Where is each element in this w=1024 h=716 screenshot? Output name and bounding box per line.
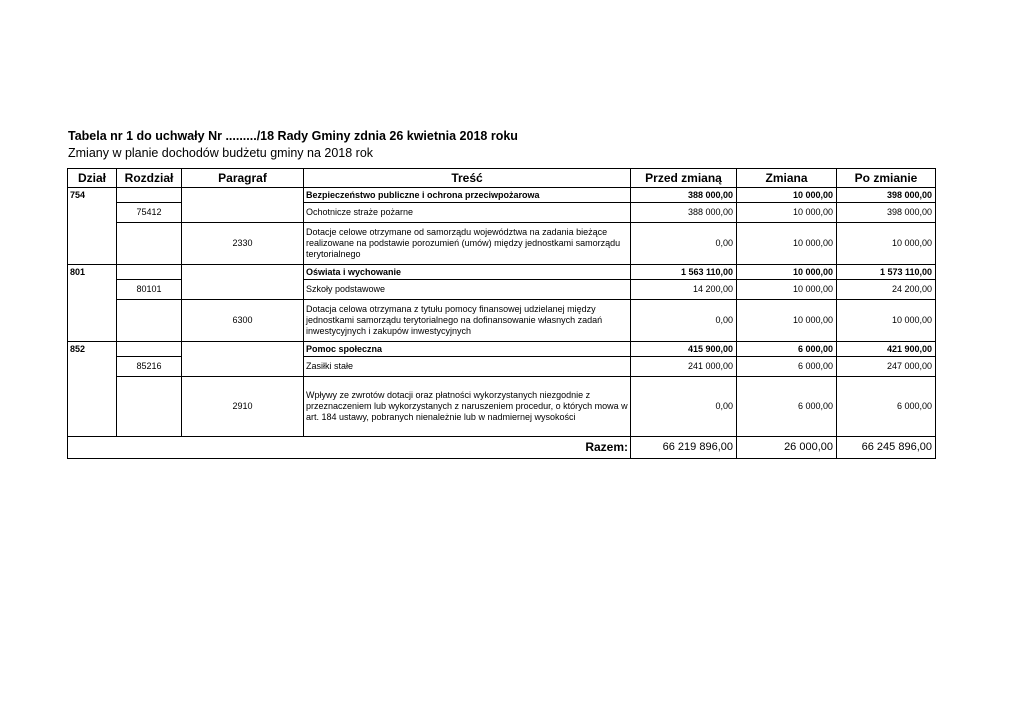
empty-cell	[117, 265, 182, 280]
empty-cell	[68, 280, 117, 300]
empty-cell	[68, 377, 117, 437]
value-zmiana: 10 000,00	[737, 300, 837, 342]
value-zmiana: 10 000,00	[737, 223, 837, 265]
dzial-code: 754	[68, 188, 117, 203]
value-zmiana: 6 000,00	[737, 342, 837, 357]
value-przed: 388 000,00	[631, 188, 737, 203]
header-paragraf: Paragraf	[182, 169, 304, 188]
paragraf-name: Dotacja celowa otrzymana z tytułu pomocy finansowej udzielanej między jednostkami samorządu terytorialnego na dofinansowanie własnych zadań inwestycyjnych i zakupów inwestycyjnych	[304, 300, 631, 342]
empty-cell	[117, 342, 182, 357]
value-przed: 0,00	[631, 223, 737, 265]
rozdzial-name: Szkoły podstawowe	[304, 280, 631, 300]
dzial-code: 852	[68, 342, 117, 357]
paragraf-code: 2330	[182, 223, 304, 265]
empty-cell	[182, 342, 304, 357]
total-label: Razem:	[68, 437, 631, 459]
rozdzial-name: Ochotnicze straże pożarne	[304, 203, 631, 223]
table-row-dzial-852	[68, 342, 936, 357]
value-po: 1 573 110,00	[837, 265, 936, 280]
empty-cell	[117, 377, 182, 437]
rozdzial-code: 85216	[117, 357, 182, 377]
document-title: Tabela nr 1 do uchwały Nr ........./18 Rady Gminy zdnia 26 kwietnia 2018 roku	[68, 129, 518, 143]
rozdzial-name: Zasiłki stałe	[304, 357, 631, 377]
value-zmiana: 10 000,00	[737, 280, 837, 300]
dzial-name: Oświata i wychowanie	[304, 265, 631, 280]
empty-cell	[182, 280, 304, 300]
header-rozdzial: Rozdział	[117, 169, 182, 188]
empty-cell	[68, 203, 117, 223]
value-po: 398 000,00	[837, 203, 936, 223]
document-subtitle: Zmiany w planie dochodów budżetu gminy na 2018 rok	[68, 146, 374, 160]
rozdzial-code: 75412	[117, 203, 182, 223]
value-przed: 0,00	[631, 377, 737, 437]
empty-cell	[182, 203, 304, 223]
paragraf-name: Dotacje celowe otrzymane od samorządu województwa na zadania bieżące realizowane na podstawie porozumień (umów) między jednostkami samorządu terytorialnego	[304, 223, 631, 265]
empty-cell	[117, 223, 182, 265]
paragraf-code: 2910	[182, 377, 304, 437]
value-po: 398 000,00	[837, 188, 936, 203]
value-przed: 14 200,00	[631, 280, 737, 300]
table-row-paragraf-2910	[68, 377, 936, 437]
table-row-dzial-801	[68, 265, 936, 280]
value-po: 6 000,00	[837, 377, 936, 437]
table-row-rozdzial-85216	[68, 357, 936, 377]
header-przed-zmiana: Przed zmianą	[631, 169, 737, 188]
empty-cell	[68, 300, 117, 342]
table-row-rozdzial-80101	[68, 280, 936, 300]
dzial-name: Pomoc społeczna	[304, 342, 631, 357]
total-zmiana: 26 000,00	[737, 437, 837, 459]
value-przed: 0,00	[631, 300, 737, 342]
empty-cell	[182, 357, 304, 377]
header-po-zmianie: Po zmianie	[837, 169, 936, 188]
header-dzial: Dział	[68, 169, 117, 188]
table-row-paragraf-6300	[68, 300, 936, 342]
value-zmiana: 10 000,00	[737, 265, 837, 280]
value-przed: 415 900,00	[631, 342, 737, 357]
dzial-name: Bezpieczeństwo publiczne i ochrona przeciwpożarowa	[304, 188, 631, 203]
table-row-total	[68, 437, 936, 459]
table-header-row	[68, 169, 936, 188]
value-po: 10 000,00	[837, 223, 936, 265]
value-po: 10 000,00	[837, 300, 936, 342]
value-po: 421 900,00	[837, 342, 936, 357]
value-zmiana: 6 000,00	[737, 377, 837, 437]
value-przed: 241 000,00	[631, 357, 737, 377]
empty-cell	[182, 265, 304, 280]
value-po: 24 200,00	[837, 280, 936, 300]
value-zmiana: 10 000,00	[737, 188, 837, 203]
empty-cell	[68, 357, 117, 377]
total-po: 66 245 896,00	[837, 437, 936, 459]
budget-changes-table	[67, 168, 936, 459]
value-przed: 1 563 110,00	[631, 265, 737, 280]
header-tresc: Treść	[304, 169, 631, 188]
empty-cell	[182, 188, 304, 203]
table-row-rozdzial-75412	[68, 203, 936, 223]
value-zmiana: 6 000,00	[737, 357, 837, 377]
dzial-code: 801	[68, 265, 117, 280]
empty-cell	[68, 223, 117, 265]
empty-cell	[117, 188, 182, 203]
paragraf-name: Wpływy ze zwrotów dotacji oraz płatności wykorzystanych niezgodnie z przeznaczeniem lub wykorzystanych z naruszeniem procedur, o których mowa w art. 184 ustawy, pobranych nienależnie lub w nadmiernej wysokości	[304, 377, 631, 437]
empty-cell	[117, 300, 182, 342]
rozdzial-code: 80101	[117, 280, 182, 300]
paragraf-code: 6300	[182, 300, 304, 342]
total-przed: 66 219 896,00	[631, 437, 737, 459]
table-row-paragraf-2330	[68, 223, 936, 265]
value-zmiana: 10 000,00	[737, 203, 837, 223]
value-po: 247 000,00	[837, 357, 936, 377]
table-row-dzial-754	[68, 188, 936, 203]
value-przed: 388 000,00	[631, 203, 737, 223]
header-zmiana: Zmiana	[737, 169, 837, 188]
